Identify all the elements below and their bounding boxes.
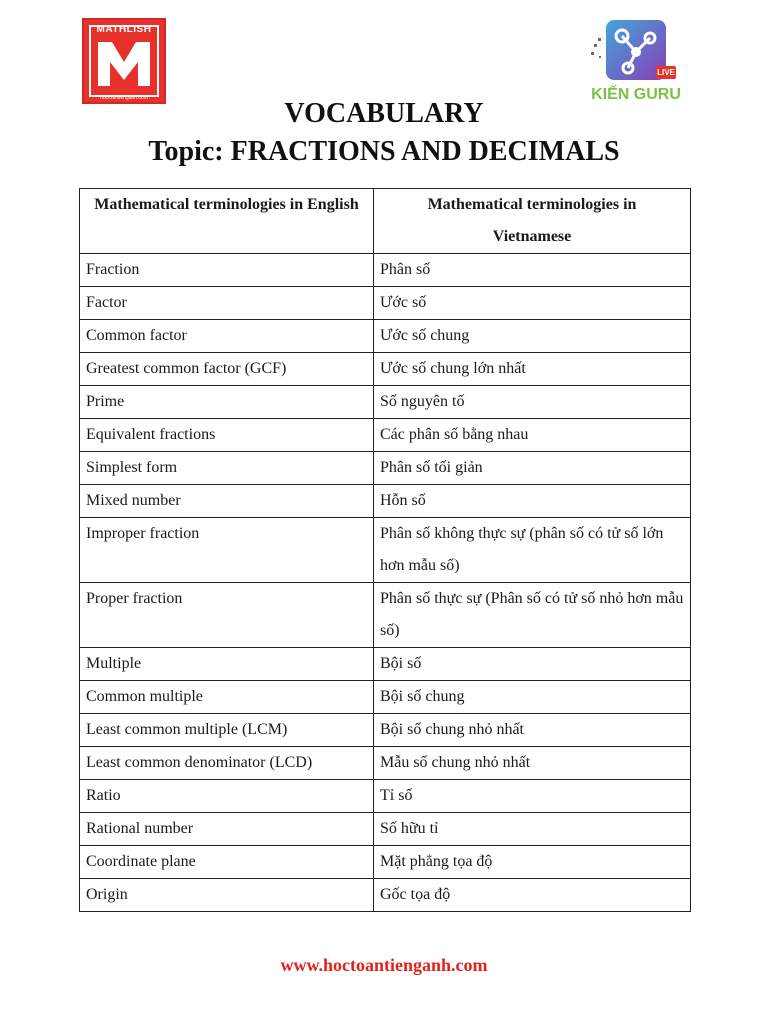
table-row bbox=[80, 813, 691, 846]
mathlish-logo bbox=[82, 18, 166, 104]
term-english: Proper fraction bbox=[80, 583, 374, 648]
term-english: Simplest form bbox=[80, 452, 374, 485]
term-vietnamese: Ước số chung lớn nhất bbox=[374, 353, 691, 386]
term-vietnamese: Phân số bbox=[374, 254, 691, 287]
header-english: Mathematical terminologies in English bbox=[80, 189, 374, 254]
page-title: VOCABULARY bbox=[284, 98, 484, 129]
term-vietnamese: Mặt phẳng tọa độ bbox=[374, 846, 691, 879]
term-vietnamese: Bội số chung nhỏ nhất bbox=[374, 714, 691, 747]
table-row bbox=[80, 485, 691, 518]
logo-site-text: hoctoantienganh.com bbox=[100, 95, 148, 101]
term-vietnamese: Phân số tối giản bbox=[374, 452, 691, 485]
term-vietnamese: Phân số không thực sự (phân số có tử số lớn hơn mẫu số) bbox=[374, 518, 691, 583]
table-row bbox=[80, 583, 691, 648]
term-vietnamese: Ước số chung bbox=[374, 320, 691, 353]
term-english: Factor bbox=[80, 287, 374, 320]
table-row bbox=[80, 879, 691, 912]
footer-link[interactable]: www.hoctoantienganh.com bbox=[280, 955, 488, 975]
header-vietnamese: Mathematical terminologies in Vietnamese bbox=[374, 189, 691, 254]
m-letter-icon bbox=[96, 38, 152, 90]
term-vietnamese: Bội số chung bbox=[374, 681, 691, 714]
term-english: Common multiple bbox=[80, 681, 374, 714]
table-row bbox=[80, 320, 691, 353]
term-vietnamese: Tỉ số bbox=[374, 780, 691, 813]
kien-guru-brand-text: KIẾN GURU bbox=[591, 86, 681, 103]
table-row bbox=[80, 714, 691, 747]
table-row bbox=[80, 780, 691, 813]
term-english: Common factor bbox=[80, 320, 374, 353]
table-row bbox=[80, 287, 691, 320]
vocabulary-table bbox=[79, 188, 691, 912]
table-header-row bbox=[80, 189, 691, 254]
table-row bbox=[80, 747, 691, 780]
table-row bbox=[80, 419, 691, 452]
term-english: Ratio bbox=[80, 780, 374, 813]
table-row bbox=[80, 846, 691, 879]
term-english: Improper fraction bbox=[80, 518, 374, 583]
table-row bbox=[80, 254, 691, 287]
term-english: Least common denominator (LCD) bbox=[80, 747, 374, 780]
table-row bbox=[80, 386, 691, 419]
table-row bbox=[80, 518, 691, 583]
term-english: Greatest common factor (GCF) bbox=[80, 353, 374, 386]
table-row bbox=[80, 648, 691, 681]
term-vietnamese: Các phân số bằng nhau bbox=[374, 419, 691, 452]
term-vietnamese: Hỗn số bbox=[374, 485, 691, 518]
term-vietnamese: Số hữu tỉ bbox=[374, 813, 691, 846]
term-english: Multiple bbox=[80, 648, 374, 681]
term-english: Equivalent fractions bbox=[80, 419, 374, 452]
term-english: Fraction bbox=[80, 254, 374, 287]
term-vietnamese: Gốc tọa độ bbox=[374, 879, 691, 912]
term-vietnamese: Số nguyên tố bbox=[374, 386, 691, 419]
term-vietnamese: Phân số thực sự (Phân số có tử số nhỏ hơn mẫu số) bbox=[374, 583, 691, 648]
term-vietnamese: Bội số bbox=[374, 648, 691, 681]
table-row bbox=[80, 452, 691, 485]
term-vietnamese: Ước số bbox=[374, 287, 691, 320]
term-english: Mixed number bbox=[80, 485, 374, 518]
term-english: Coordinate plane bbox=[80, 846, 374, 879]
term-english: Origin bbox=[80, 879, 374, 912]
topic-title: Topic: FRACTIONS AND DECIMALS bbox=[148, 136, 620, 167]
term-vietnamese: Mẫu số chung nhỏ nhất bbox=[374, 747, 691, 780]
kien-guru-logo bbox=[588, 18, 684, 108]
table-row bbox=[80, 681, 691, 714]
term-english: Rational number bbox=[80, 813, 374, 846]
logo-brand-text: MATHLISH bbox=[96, 24, 152, 35]
table-row bbox=[80, 353, 691, 386]
term-english: Least common multiple (LCM) bbox=[80, 714, 374, 747]
live-badge: LIVE bbox=[657, 68, 675, 77]
term-english: Prime bbox=[80, 386, 374, 419]
